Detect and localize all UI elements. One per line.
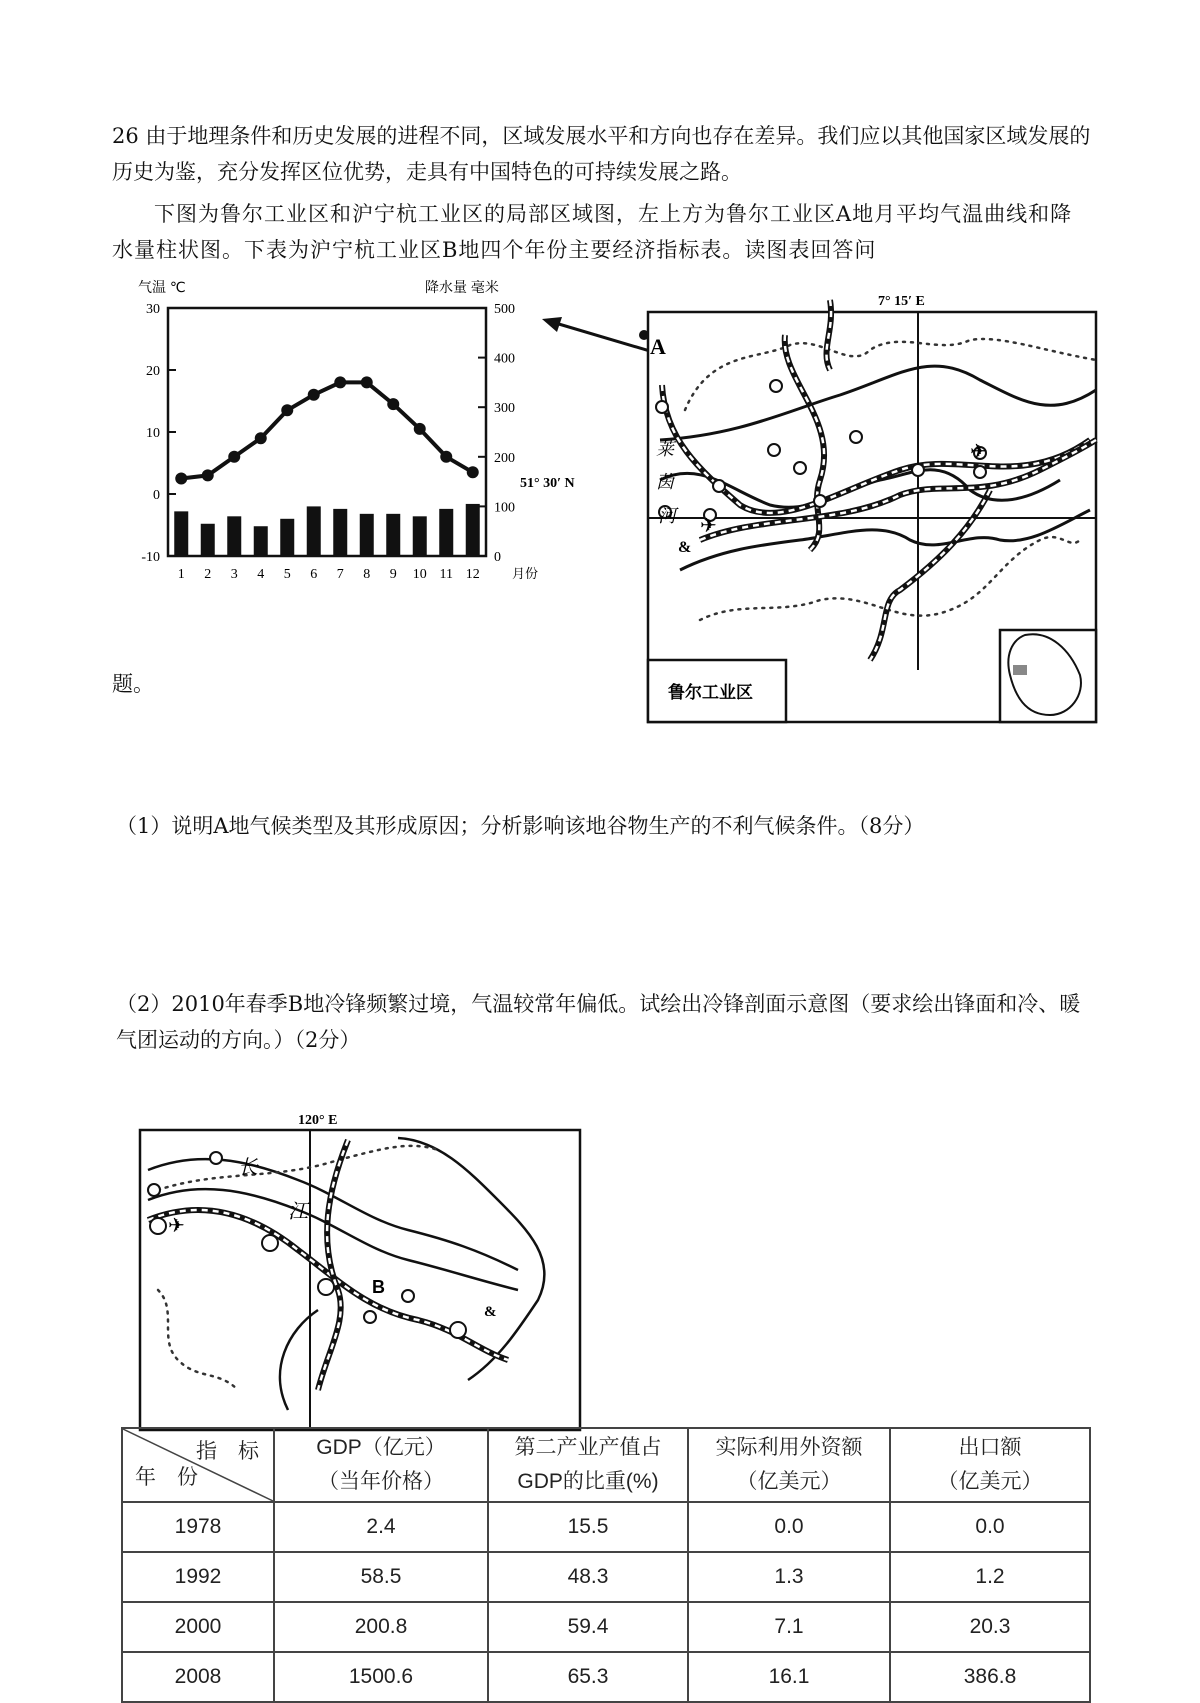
header-exports: 出口额 （亿美元）	[890, 1428, 1090, 1502]
point-b-label: B	[372, 1277, 385, 1297]
right-tick-label: 200	[494, 450, 515, 466]
table-row: 1978 2.4 15.5 0.0 0.0	[122, 1502, 1090, 1552]
left-tick-label: 30	[146, 302, 160, 317]
question-figure-description: 下图为鲁尔工业区和沪宁杭工业区的局部区域图，左上方为鲁尔工业区A地月平均气温曲线和降水量柱状图。下表为沪宁杭工业区B地四个年份主要经济指标表。读图表回答问	[112, 202, 1073, 262]
month-label: 8	[363, 567, 371, 582]
point-a-marker	[639, 330, 649, 340]
point-a-label: A	[650, 334, 666, 359]
month-label: 6	[310, 567, 318, 582]
month-label: 12	[465, 567, 480, 582]
hnh-map-frame	[140, 1130, 580, 1430]
month-label: 9	[389, 567, 397, 582]
ruhr-airport-icon: ✈	[970, 441, 987, 463]
month-label: 3	[230, 567, 238, 582]
hnh-longitude-label: 120° E	[298, 1113, 338, 1128]
month-label: 5	[283, 567, 291, 582]
port-icon: &	[678, 539, 692, 556]
x-axis-unit: 月份	[512, 566, 539, 581]
rhine-char-2: 茵	[656, 472, 674, 492]
question-number: 26	[112, 124, 139, 148]
right-tick-label: 400	[494, 351, 515, 367]
month-label: 2	[204, 567, 212, 582]
yangtze-char-1: 长	[238, 1157, 258, 1179]
month-label: 10	[412, 567, 427, 582]
left-tick-label: 10	[146, 426, 160, 441]
left-tick-label: -10	[141, 550, 160, 565]
left-tick-label: 0	[153, 488, 160, 503]
right-tick-label: 300	[494, 401, 515, 417]
table-header-row	[122, 1428, 1090, 1502]
month-label: 11	[439, 567, 453, 582]
question-intro-end: 题。	[112, 672, 154, 696]
right-tick-label: 100	[494, 500, 515, 516]
header-foreign-investment: 实际利用外资额 （亿美元）	[688, 1428, 890, 1502]
corner-top-label: 指 标	[196, 1440, 259, 1463]
month-label: 1	[177, 567, 185, 582]
ruhr-longitude-label: 7° 15′ E	[878, 294, 925, 309]
right-axis-label: 降水量 毫米	[425, 279, 499, 295]
month-label: 7	[336, 567, 344, 582]
hnh-port-icon: &	[484, 1304, 497, 1320]
rhine-char-3: 河	[658, 506, 676, 526]
ruhr-latitude-label: 51° 30′ N	[520, 476, 575, 491]
ruhr-airport-icon: ✈	[700, 515, 717, 537]
left-axis-label: 气温 ℃	[138, 279, 186, 295]
sub-question-1: （1）说明A地气候类型及其形成原因；分析影响该地谷物生产的不利气候条件。（8分）	[116, 814, 925, 838]
hnh-map	[138, 1110, 583, 1430]
corner-bottom-label: 年 份	[135, 1466, 198, 1489]
table-row: 2008 1500.6 65.3 16.1 386.8	[122, 1652, 1090, 1702]
month-label: 4	[257, 567, 265, 582]
rhine-char-1: 莱	[656, 439, 674, 459]
table-row: 1992 58.5 48.3 1.3 1.2	[122, 1552, 1090, 1602]
question-intro-text: 由于地理条件和历史发展的进程不同，区域发展水平和方向也存在差异。我们应以其他国家区域发展的历史为鉴，充分发挥区位优势，走具有中国特色的可持续发展之路。	[112, 124, 1091, 184]
hnh-airport-icon: ✈	[168, 1215, 185, 1237]
economic-indicators-table	[121, 1427, 1091, 1703]
ruhr-map-title: 鲁尔工业区	[668, 683, 753, 702]
header-secondary-industry: 第二产业产值占 GDP的比重(%)	[488, 1428, 688, 1502]
yangtze-char-2: 江	[288, 1201, 308, 1223]
sub-question-2: （2）2010年春季B地冷锋频繁过境，气温较常年偏低。试绘出冷锋剖面示意图（要求绘出锋面和冷、暖气团运动的方向。）（2分）	[116, 992, 1081, 1052]
left-tick-label: 20	[146, 364, 160, 379]
header-gdp: GDP（亿元） （当年价格）	[274, 1428, 488, 1502]
right-tick-label: 500	[494, 302, 515, 317]
table-row: 2000 200.8 59.4 7.1 20.3	[122, 1602, 1090, 1652]
right-tick-label: 0	[494, 550, 501, 565]
table-corner-cell	[122, 1428, 274, 1502]
